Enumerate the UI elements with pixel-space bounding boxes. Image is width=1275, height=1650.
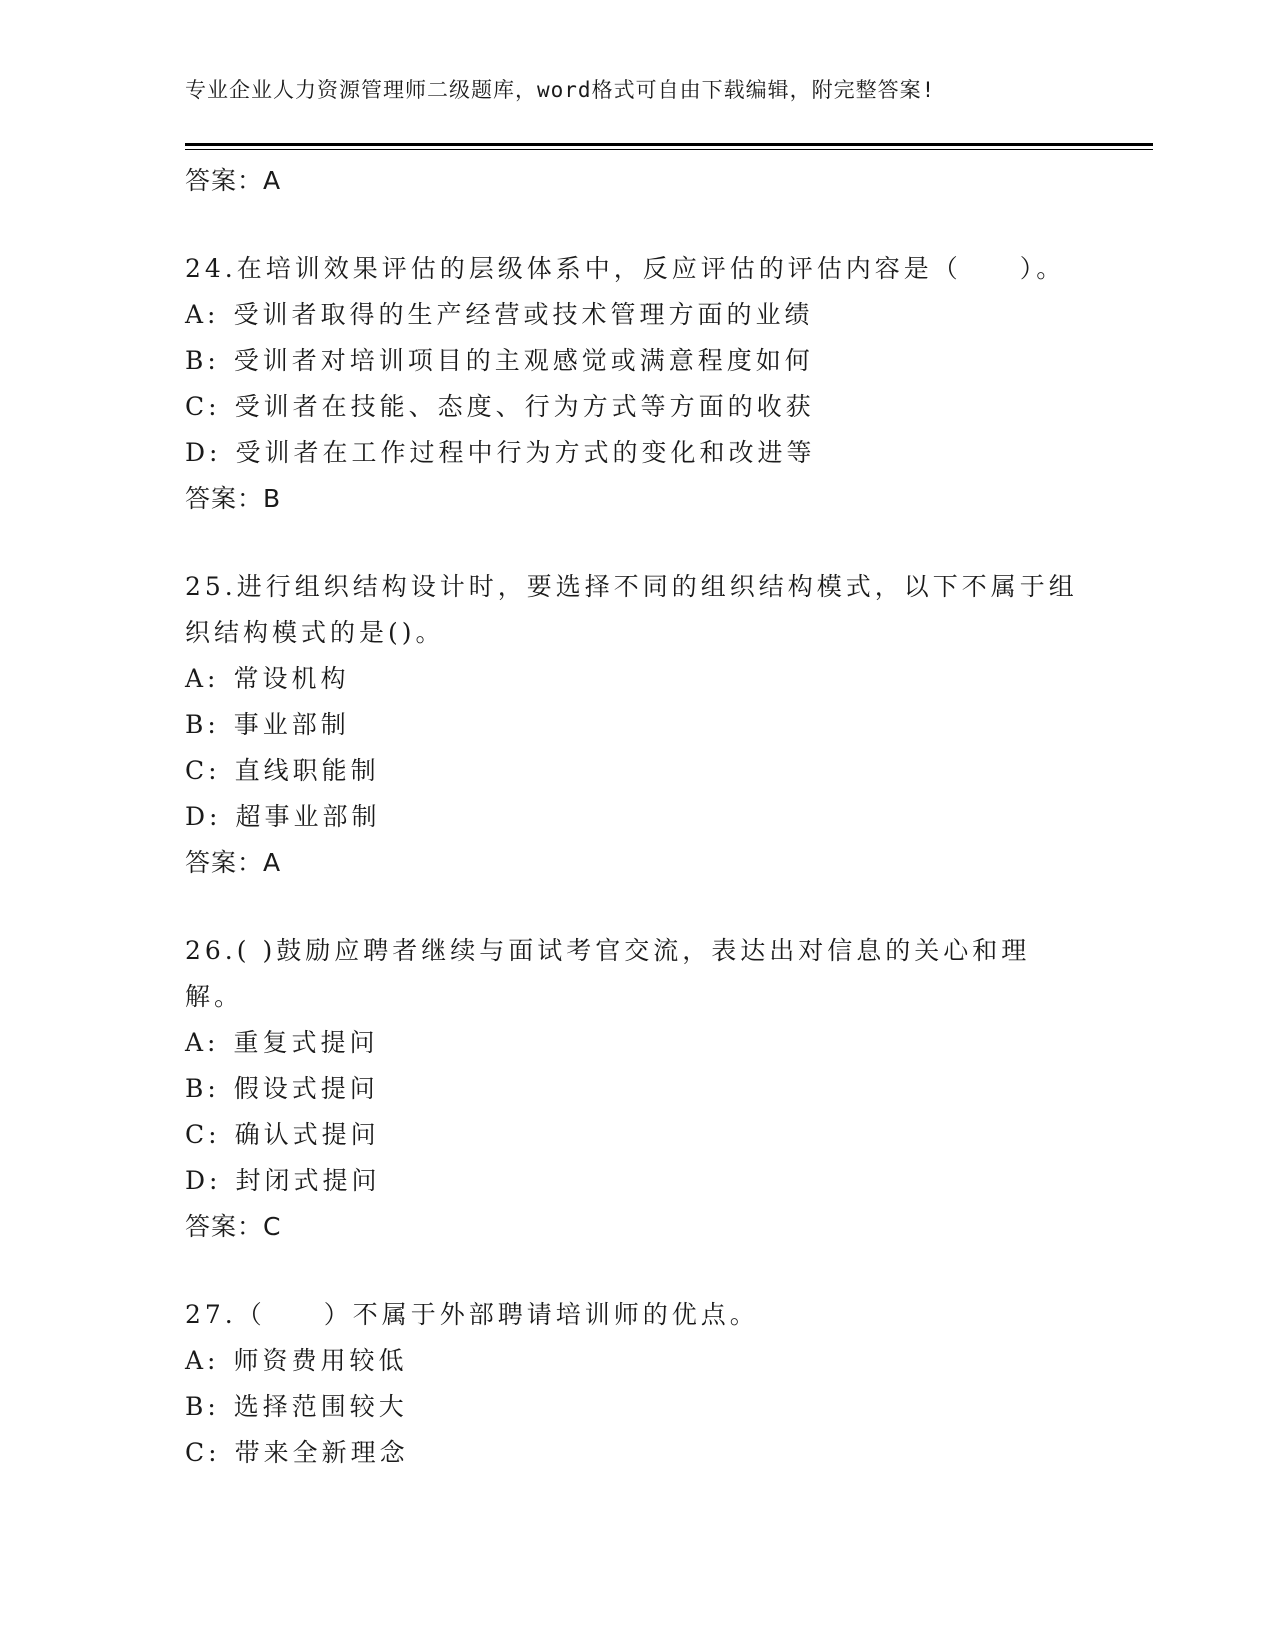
option-text: 选择范围较大 — [233, 1392, 408, 1421]
option-item — [185, 748, 1085, 794]
answer-label: 答案： — [185, 848, 264, 877]
option-item — [185, 1158, 1085, 1204]
answer-line — [185, 840, 1085, 886]
answer-value: C — [263, 1212, 281, 1241]
question-item — [185, 928, 1085, 1250]
option-letter: C: — [185, 392, 221, 421]
option-letter: D: — [185, 1166, 222, 1195]
option-text: 受训者对培训项目的主观感觉或满意程度如何 — [233, 346, 814, 375]
option-letter: B: — [185, 1392, 220, 1421]
answer-value: A — [263, 166, 281, 195]
answer-label: 答案： — [185, 484, 264, 513]
header-rule-thin — [185, 149, 1153, 150]
option-text: 超事业部制 — [235, 802, 381, 831]
option-item — [185, 794, 1085, 840]
option-letter: A: — [185, 1346, 220, 1375]
option-item — [185, 430, 1085, 476]
option-item — [185, 702, 1085, 748]
option-letter: A: — [185, 1028, 220, 1057]
option-letter: D: — [185, 802, 222, 831]
question-item — [185, 564, 1085, 886]
answer-line — [185, 158, 1085, 204]
option-item — [185, 1384, 1085, 1430]
option-item — [185, 1020, 1085, 1066]
option-item — [185, 1066, 1085, 1112]
option-text: 常设机构 — [233, 664, 350, 693]
option-item — [185, 1430, 1085, 1476]
option-item — [185, 338, 1085, 384]
answer-label: 答案： — [185, 1212, 264, 1241]
option-text: 受训者在工作过程中行为方式的变化和改进等 — [235, 438, 816, 467]
option-text: 带来全新理念 — [234, 1438, 409, 1467]
option-text: 受训者取得的生产经营或技术管理方面的业绩 — [233, 300, 814, 329]
option-text: 事业部制 — [233, 710, 350, 739]
option-letter: C: — [185, 756, 221, 785]
option-text: 封闭式提问 — [235, 1166, 381, 1195]
option-letter: D: — [185, 438, 222, 467]
question-text: 25.进行组织结构设计时，要选择不同的组织结构模式，以下不属于组织结构模式的是()。 — [185, 572, 1078, 647]
header-rule-thick — [185, 143, 1153, 146]
option-text: 受训者在技能、态度、行为方式等方面的收获 — [234, 392, 815, 421]
answer-value: B — [263, 484, 281, 513]
answer-line — [185, 476, 1085, 522]
option-text: 重复式提问 — [233, 1028, 379, 1057]
option-letter: B: — [185, 346, 220, 375]
option-letter: A: — [185, 300, 220, 329]
question-text: 26.( )鼓励应聘者继续与面试考官交流，表达出对信息的关心和理解。 — [185, 936, 1031, 1011]
option-item — [185, 1112, 1085, 1158]
option-text: 师资费用较低 — [233, 1346, 408, 1375]
option-item — [185, 292, 1085, 338]
question-list — [185, 158, 1085, 1476]
answer-label: 答案： — [185, 166, 264, 195]
page-header: 专业企业人力资源管理师二级题库，word格式可自由下载编辑，附完整答案! — [185, 78, 936, 102]
question-text: 27.（ ）不属于外部聘请培训师的优点。 — [185, 1300, 759, 1329]
option-item — [185, 384, 1085, 430]
question-item — [185, 246, 1085, 522]
option-letter: A: — [185, 664, 220, 693]
option-item — [185, 1338, 1085, 1384]
answer-line — [185, 1204, 1085, 1250]
question-item — [185, 1292, 1085, 1476]
option-letter: B: — [185, 1074, 220, 1103]
option-letter: B: — [185, 710, 220, 739]
option-letter: C: — [185, 1438, 221, 1467]
option-text: 确认式提问 — [234, 1120, 380, 1149]
question-text: 24.在培训效果评估的层级体系中，反应评估的评估内容是（ ）。 — [185, 254, 1066, 283]
option-text: 直线职能制 — [234, 756, 380, 785]
option-text: 假设式提问 — [233, 1074, 379, 1103]
option-letter: C: — [185, 1120, 221, 1149]
option-item — [185, 656, 1085, 702]
answer-value: A — [263, 848, 281, 877]
